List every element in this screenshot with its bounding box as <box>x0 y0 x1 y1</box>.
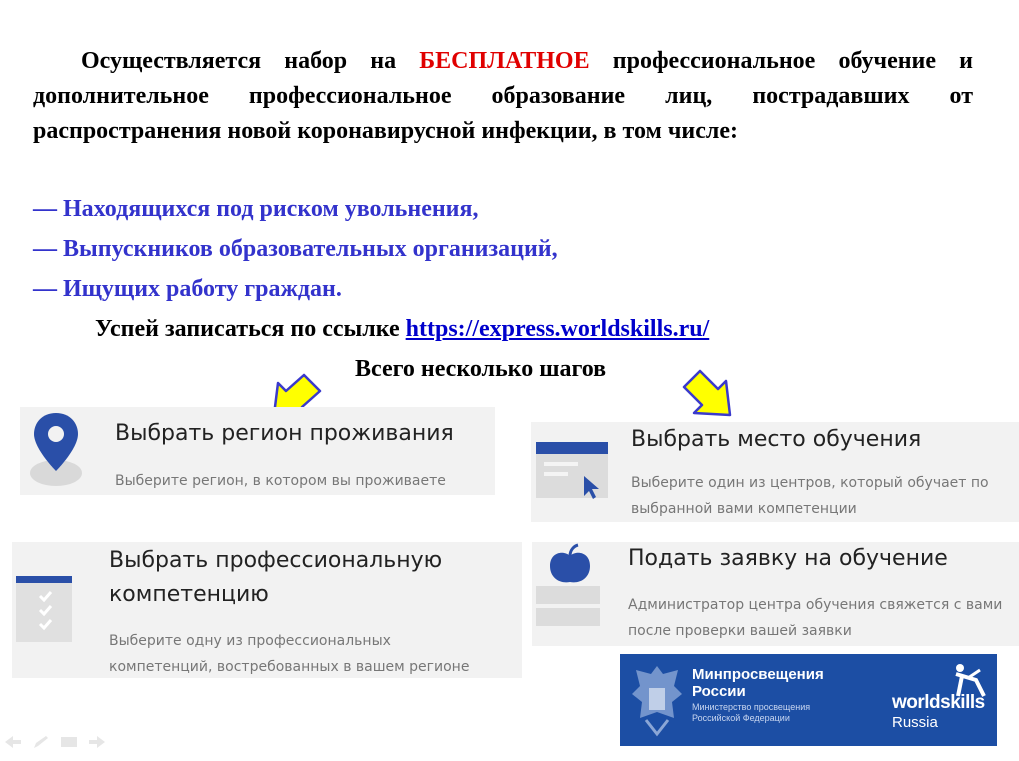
step-place-title: Выбрать место обучения <box>631 427 922 452</box>
next-slide-icon[interactable] <box>88 735 106 749</box>
bullet-graduates: — Выпускников образовательных организаций, <box>33 236 558 262</box>
step-application-title: Подать заявку на обучение <box>628 546 948 571</box>
bullet-job-seekers: — Ищущих работу граждан. <box>33 276 342 302</box>
step-competence-desc-line1: Выберите одну из профессиональных <box>109 633 391 649</box>
step-card-application[interactable] <box>532 542 1019 646</box>
arrow-down-right-icon <box>680 369 736 421</box>
ministry-name-line1: Минпросвещения <box>692 666 824 683</box>
intro-highlight-free: БЕСПЛАТНОЕ <box>419 48 590 74</box>
worldskills-wordmark: worldskills <box>892 692 985 713</box>
step-place-desc-line1: Выберите один из центров, который обучает по <box>631 475 989 491</box>
step-region-desc: Выберите регион, в котором вы проживаете <box>115 473 446 489</box>
coat-of-arms-icon <box>628 662 686 738</box>
step-competence-title-line2: компетенцию <box>109 582 269 607</box>
step-place-desc-line2: выбранной вами компетенции <box>631 501 857 517</box>
slide-nav <box>4 735 106 749</box>
step-application-desc-line1: Администратор центра обучения свяжется с вами <box>628 597 1003 613</box>
ministry-name-line2: России <box>692 683 746 700</box>
step-application-desc-line2: после проверки вашей заявки <box>628 623 852 639</box>
step-region-title: Выбрать регион проживания <box>115 421 454 446</box>
worldskills-russia: Russia <box>892 714 938 731</box>
step-competence-desc-line2: компетенций, востребованных в вашем регионе <box>109 659 470 675</box>
prev-slide-icon[interactable] <box>4 735 22 749</box>
browser-window-icon <box>536 442 608 502</box>
partners-logo-banner <box>620 654 997 746</box>
menu-icon[interactable] <box>60 735 78 749</box>
intro-part2: профессиональное обучение и дополнительное профессиональное образование лиц, пострадавших от распространения новой коронавирусной инфекции, в том числе: <box>33 48 974 144</box>
bullet-risk-dismissal: — Находящихся под риском увольнения, <box>33 196 479 222</box>
ministry-sub-line2: Российской Федерации <box>692 713 790 723</box>
steps-title: Всего несколько шагов <box>355 356 607 382</box>
intro-part1: Осуществляется набор на <box>81 48 397 74</box>
signup-text: Успей записаться по ссылке <box>95 316 400 342</box>
apple-books-icon <box>534 542 604 640</box>
signup-link[interactable]: https://express.worldskills.ru/ <box>405 316 710 342</box>
pen-icon[interactable] <box>32 735 50 749</box>
ministry-sub-line1: Министерство просвещения <box>692 702 811 712</box>
step-card-competence[interactable] <box>12 542 522 678</box>
step-competence-title-line1: Выбрать профессиональную <box>109 548 443 573</box>
checklist-icon <box>16 576 72 642</box>
location-pin-icon <box>28 407 84 491</box>
step-card-place[interactable] <box>531 422 1019 522</box>
signup-line <box>95 316 709 343</box>
intro-paragraph <box>33 44 973 149</box>
step-card-region[interactable] <box>20 407 495 495</box>
